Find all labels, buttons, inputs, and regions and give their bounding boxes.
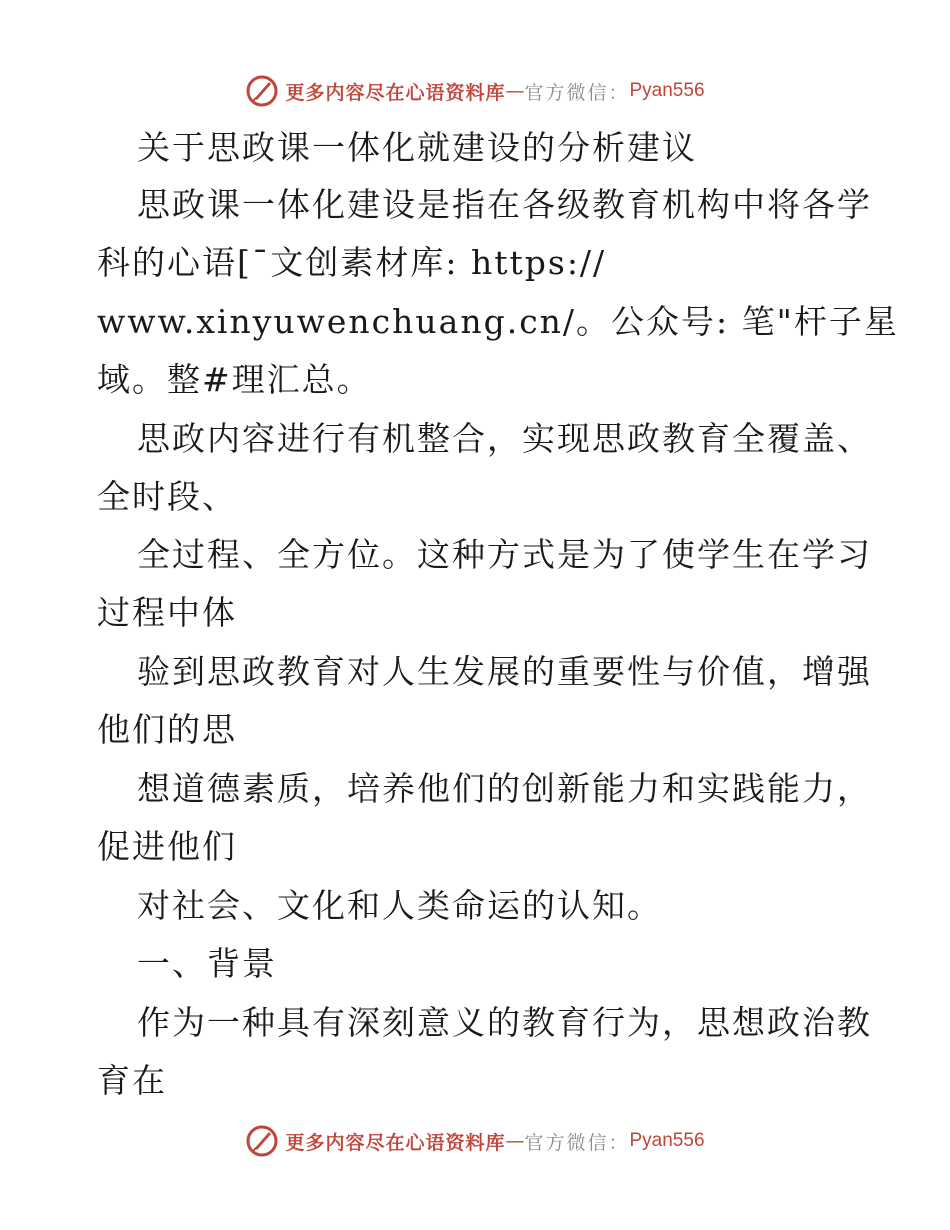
text-line: 科的心语[¯文创素材库: https://: [97, 243, 607, 282]
text-line: 思政课一体化建设是指在各级教育机构中将各学: [137, 185, 872, 224]
banner-dash: —: [505, 1130, 525, 1152]
quill-pen-seal-icon: [245, 1124, 279, 1158]
banner-handle: Pyan556: [629, 80, 705, 101]
text-line: 育在: [97, 1061, 167, 1100]
text-line: 想道德素质，培养他们的创新能力和实践能力，: [137, 769, 872, 808]
text-line: 他们的思: [97, 710, 237, 749]
text-line: 过程中体: [97, 593, 237, 632]
quill-pen-seal-icon: [245, 74, 279, 108]
footer-banner: [0, 1121, 950, 1161]
text-line: 思政内容进行有机整合，实现思政教育全覆盖、: [137, 419, 872, 458]
document-title: 关于思政课一体化就建设的分析建议: [137, 128, 697, 167]
text-line: 作为一种具有深刻意义的教育行为，思想政治教: [137, 1003, 872, 1042]
banner-handle: Pyan556: [629, 1130, 705, 1151]
banner-brand: 更多内容尽在心语资料库: [285, 1131, 506, 1154]
header-banner: [0, 71, 950, 111]
banner-brand: 更多内容尽在心语资料库: [285, 81, 506, 104]
banner-dash: —: [505, 80, 525, 102]
text-line: 促进他们: [97, 827, 237, 866]
banner-label: 官方微信：: [524, 1131, 630, 1154]
banner-label: 官方微信：: [524, 81, 630, 104]
section-heading: 一、背景: [137, 944, 277, 983]
text-line: www.xinyuwenchuang.cn/。公众号: 笔"杆子星: [97, 302, 899, 341]
text-line: 对社会、文化和人类命运的认知。: [137, 886, 662, 925]
text-line: 域。整#理汇总。: [97, 360, 372, 399]
text-line: 全过程、全方位。这种方式是为了使学生在学习: [137, 535, 872, 574]
text-line: 验到思政教育对人生发展的重要性与价值，增强: [137, 652, 872, 691]
text-line: 全时段、: [97, 477, 237, 516]
